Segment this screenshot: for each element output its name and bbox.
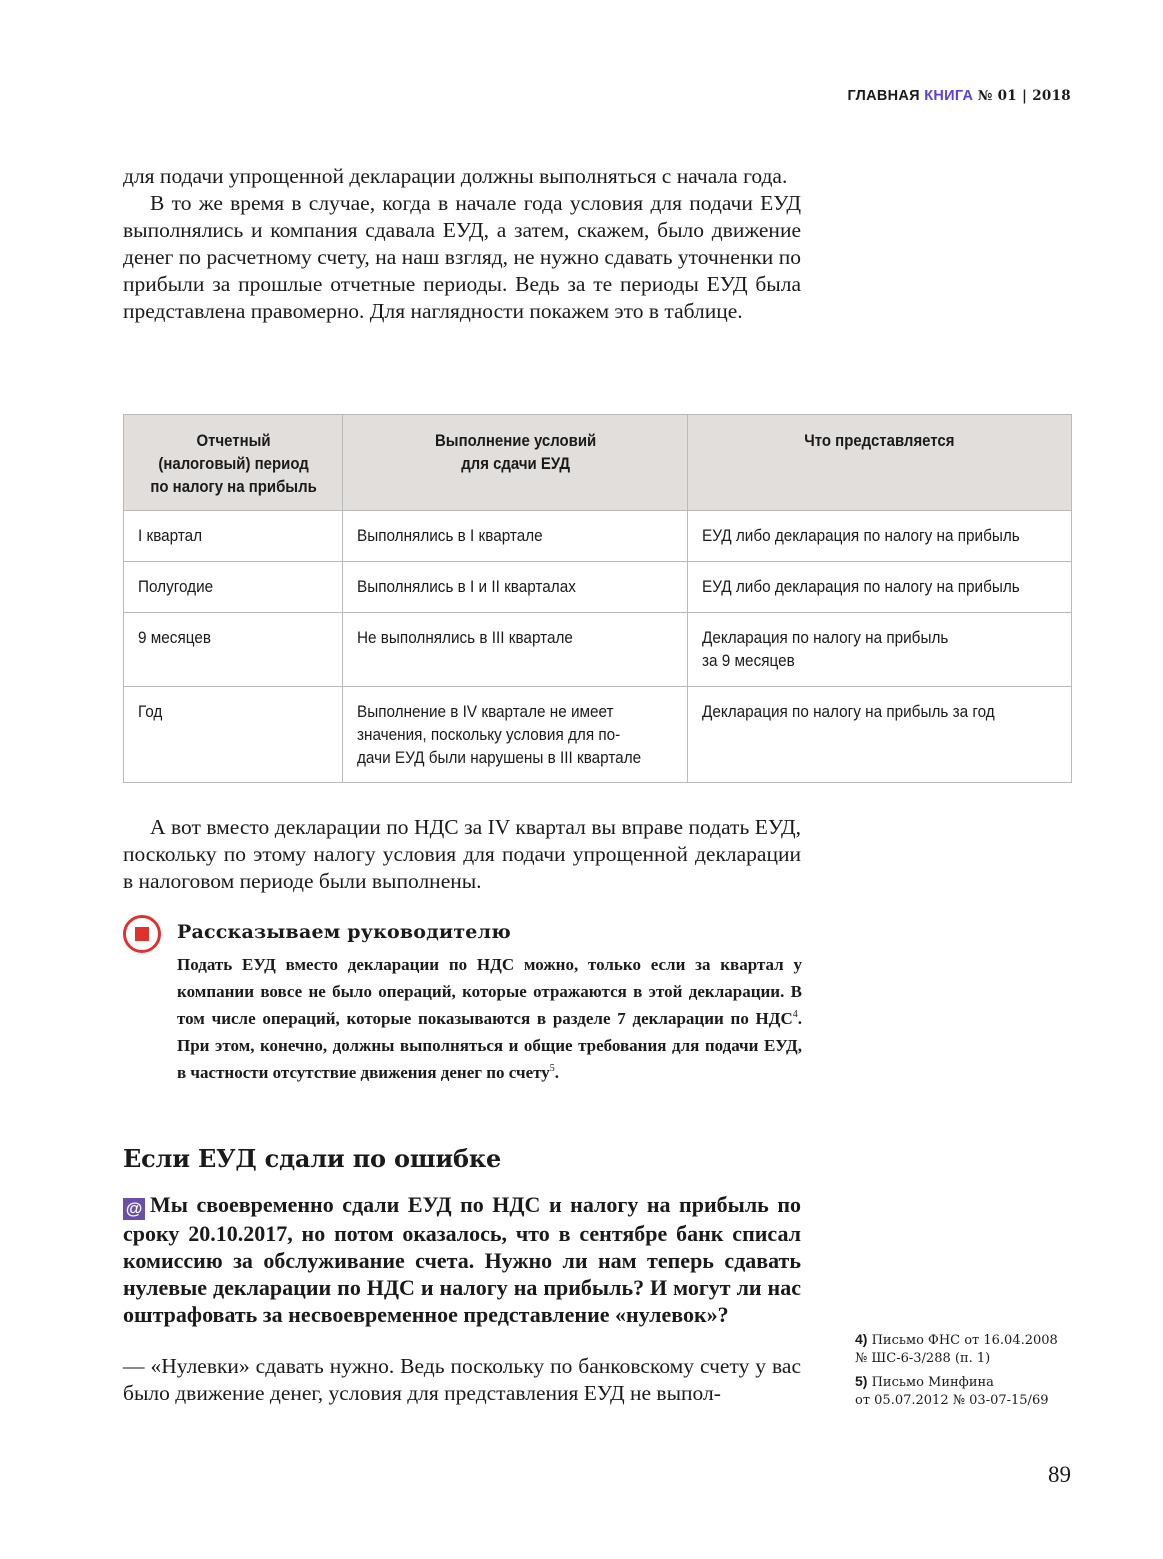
cell-period: I квартал	[124, 511, 343, 562]
table-row	[124, 613, 1072, 687]
table-header-row	[124, 415, 1072, 511]
cell-conditions: Выполнение в IV квартале не имеет значения, поскольку условия для по- дачи ЕУД были нарушены в III квартале	[343, 687, 688, 783]
issue-number: № 01 | 2018	[977, 88, 1071, 104]
header-period: Отчетный (налоговый) период по налогу на прибыль	[124, 415, 343, 511]
cell-submitted: Декларация по налогу на прибыль за год	[688, 687, 1072, 783]
cell-period: 9 месяцев	[124, 613, 343, 687]
header-submitted: Что представляется	[688, 415, 1072, 511]
brand-name-part2: КНИГА	[924, 88, 974, 104]
cell-submitted: ЕУД либо декларация по налогу на прибыль	[688, 511, 1072, 562]
answer-text: — «Нулевки» сдавать нужно. Ведь поскольку по банковскому счету у вас было движение денег, условия для представления ЕУД не выпол-	[123, 1354, 801, 1405]
intro-paragraph-1: для подачи упрощенной декларации должны выполняться с начала года.	[123, 164, 788, 188]
after-table-paragraph: А вот вместо декларации по НДС за IV квартал вы вправе подать ЕУД, поскольку по этому налогу условия для подачи упрощенной декларации в налоговом периоде были выполнены.	[123, 815, 801, 893]
cell-period: Полугодие	[124, 562, 343, 613]
table-row	[124, 562, 1072, 613]
cell-submitted: ЕУД либо декларация по налогу на прибыль	[688, 562, 1072, 613]
after-table-text	[123, 814, 801, 895]
callout-body: Подать ЕУД вместо декларации по НДС можно, только если за квартал у компании вовсе не было операций, которые отражаются в этой декларации. В том числе операций, которые показываются в разделе 7 декларации по НДС$^4$. При этом, конечно, должны выполняться и общие требования для подачи ЕУД, в частности отсутствие движения денег по счету$^5$.	[177, 955, 802, 1082]
eud-conditions-table	[123, 414, 1072, 783]
reader-question	[123, 1191, 801, 1328]
stop-circle-icon	[123, 915, 161, 953]
cell-conditions: Не выполнялись в III квартале	[343, 613, 688, 687]
answer	[123, 1353, 801, 1407]
footnote-ref-4[interactable]: 4	[792, 1009, 798, 1020]
running-head	[847, 88, 1071, 104]
footnote-ref-5[interactable]: 5	[549, 1063, 555, 1074]
brand-name-part1: ГЛАВНАЯ	[847, 88, 920, 104]
footnote-5: 5) Письмо Минфина от 05.07.2012 № 03-07-15/69	[855, 1373, 1049, 1408]
footnotes	[855, 1330, 1075, 1414]
cell-period: Год	[124, 687, 343, 783]
question-text: Мы своевременно сдали ЕУД по НДС и налогу на прибыль по сроку 20.10.2017, но потом оказалось, что в сентябре банк списал комиссию за обслуживание счета. Нужно ли нам теперь сдавать нулевые декларации по НДС и налогу на прибыль? И могут ли нас оштрафовать за несвоевременное представление «нулевок»?	[123, 1192, 801, 1327]
footnote-4: 4) Письмо ФНС от 16.04.2008 № ШС-6-3/288 (п. 1)	[855, 1331, 1058, 1366]
table-row	[124, 511, 1072, 562]
page-number: 89	[1048, 1462, 1071, 1487]
header-conditions: Выполнение условий для сдачи ЕУД	[343, 415, 688, 511]
section-heading: Если ЕУД сдали по ошибке	[123, 1144, 502, 1173]
cell-conditions: Выполнялись в I квартале	[343, 511, 688, 562]
cell-submitted: Декларация по налогу на прибыль за 9 месяцев	[688, 613, 1072, 687]
email-at-icon: @	[123, 1198, 145, 1220]
table-row	[124, 687, 1072, 783]
callout-title: Рассказываем руководителю	[177, 921, 511, 943]
intro-text	[123, 163, 801, 325]
cell-conditions: Выполнялись в I и II кварталах	[343, 562, 688, 613]
intro-paragraph-2: В то же время в случае, когда в начале года условия для подачи ЕУД выполнялись и компания сдавала ЕУД, а затем, скажем, было движение денег по расчетному счету, на наш взгляд, не нужно сдавать уточненки по прибыли за прошлые отчетные периоды. Ведь за те периоды ЕУД была представлена правомерно. Для наглядности покажем это в таблице.	[123, 191, 801, 323]
